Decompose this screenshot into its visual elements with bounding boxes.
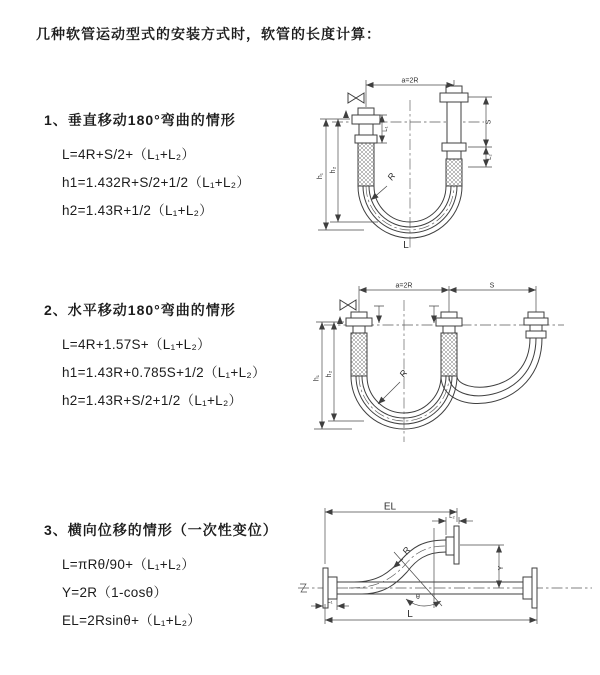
formula-length: L=4R+S/2+（L₁+L₂） [62,147,196,162]
dim-label-h1: h₁ [313,374,321,382]
dimension-el [325,502,457,565]
middle-pipe-fitting [436,312,462,376]
right-pipe-fitting [440,86,468,186]
dim-label-l2: L₂ [449,514,455,520]
dim-label-y: Y [498,565,505,571]
left-pipe-fitting [352,108,380,186]
formula-h1: h1=1.43R+0.785S+1/2（L₁+L₂） [62,365,266,380]
dimension-a2r [359,283,536,313]
dim-label-a2r: a=2R [401,77,419,85]
dim-label-l: L [407,609,413,620]
formula-length: L=4R+1.57S+（L₁+L₂） [62,337,211,352]
dimension-l1 [311,598,349,610]
dim-label-a2r: a=2R [395,282,413,290]
dim-label-l2: L₂ [487,154,493,160]
valve-symbol [348,93,364,103]
dim-label-h1: h₁ [317,172,324,180]
right-pipe-fitting [524,312,548,338]
movement-arrow [343,110,349,118]
radius-callout [378,368,410,404]
dimension-l [325,604,537,624]
diagram-lateral-displacement [294,500,598,648]
theta-construction [394,528,442,608]
formula-h1: h1=1.432R+S/2+1/2（L₁+L₂） [62,175,251,190]
displaced-hose [349,526,459,594]
left-pipe-fitting [346,312,372,376]
section-heading: 1、垂直移动180°弯曲的情形 [44,112,236,128]
dimension-s [449,283,536,291]
section-heading: 3、横向位移的情形（一次性变位） [44,522,278,538]
right-flange [532,568,537,608]
section-vertical-bend [44,110,319,225]
upper-flange [454,526,459,564]
dimension-l2 [432,514,473,535]
dim-label-s: S [489,282,495,290]
formula-y: Y=2R（1-cosθ） [62,585,168,600]
dim-label-el: EL [383,501,397,513]
hose-braid [351,333,367,376]
radius-label: R [385,171,398,183]
dim-label-l1: L₁ [383,126,389,132]
hose-braid [446,159,462,186]
formula-length: L=πRθ/90+（L₁+L₂） [62,557,196,572]
dim-label-s: S [485,119,493,125]
diagram-horizontal-bend [304,278,596,450]
section-heading: 2、水平移动180°弯曲的情形 [44,302,236,318]
centerline-baseline [298,584,592,592]
valve-symbol [340,300,356,310]
radius-label: R [397,368,410,380]
dim-label-h2: h₂ [330,166,337,174]
formula-h2: h2=1.43R+1/2（L₁+L₂） [62,203,213,218]
length-label: L [403,240,409,251]
dim-label-h2: h₂ [326,370,333,378]
dimension-l2 [468,147,493,167]
dim-label-l1: L₁ [327,599,333,605]
section-horizontal-bend [44,300,319,415]
theta-label: θ [416,594,420,601]
formula-h2: h2=1.43R+S/2+1/2（L₁+L₂） [62,393,243,408]
diagram-vertical-bend [304,70,596,258]
formula-el: EL=2Rsinθ+（L₁+L₂） [62,613,202,628]
hose-braid [358,143,374,186]
radius-label: R [400,545,413,557]
page-title: 几种软管运动型式的安装方式时，软管的长度计算： [36,26,381,42]
section-lateral-displacement [44,520,319,635]
hose-braid [441,333,457,376]
